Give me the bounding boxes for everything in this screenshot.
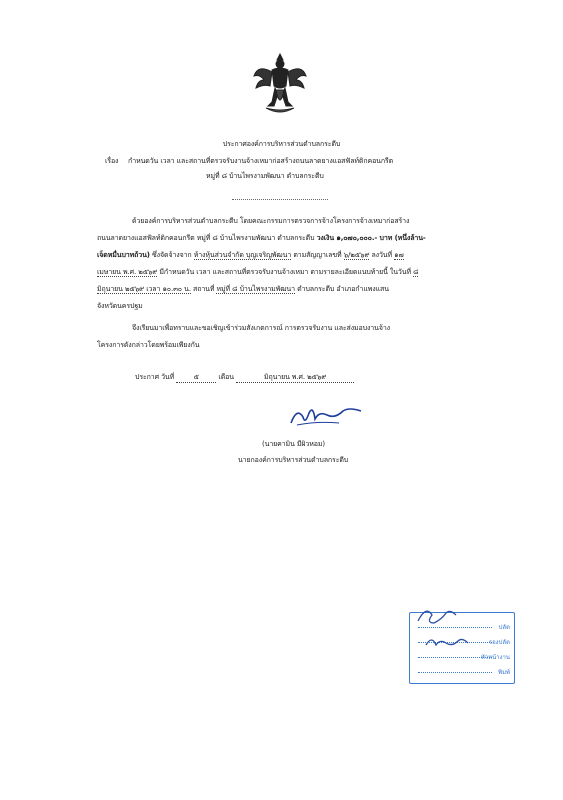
stamp-row-1: ปลัด [498,624,510,631]
announce-date-line [135,372,354,383]
p1-line-4 [97,267,418,277]
announce-month-year: มิถุนายน พ.ศ. ๒๕๖๙ [236,372,354,383]
announcement-title: ประกาศองค์การบริหารส่วนตำบลกระตีบ [222,140,341,148]
inspection-schedule-text: มีกำหนดวัน เวลา และสถานที่ตรวจรับงานจ้างเหมา ตามรายละเอียดแนบท้ายนี้ ในวันที่ [157,268,414,276]
location-label: สถานที่ [190,285,217,293]
contract-amount: วงเงิน ๑,๐๗๐,๐๐๐.- บาท (หนึ่งล้าน- [316,234,426,242]
p1-line-2-text: ถนนลาดยางแอสฟัลท์ติกคอนกรีต หมู่ที่ ๘ บ้านไพรงามพัฒนา ตำบลกระตีบ [97,234,317,242]
signatory-position: นายกองค์การบริหารส่วนตำบลกระตีบ [238,456,349,464]
inspection-day: ๘ [413,268,419,276]
header-separator [232,199,328,200]
contract-number: ๖/๒๕๖๙ [343,251,370,259]
garuda-emblem [250,50,310,122]
p2-line-1: จึงเรียนมาเพื่อทราบและขอเชิญเข้าร่วมสังเกตการณ์ การตรวจรับงาน และส่งมอบงานจ้าง [132,324,390,332]
announce-date-label: ประกาศ วันที่ [135,373,175,381]
p1-line-2 [97,233,426,243]
p1-line-6: จังหวัดนครปฐม [97,302,143,310]
p1-line-3 [97,250,404,260]
subject-label: เรื่อง [105,157,119,165]
subject-line-1: กำหนดวัน เวลา และสถานที่ตรวจรับงานจ้างเหมาก่อสร้างถนนลาดยางแอสฟัลท์ติกคอนกรีต [128,157,394,165]
signatory-name: (นายคามิน มีผิวหอม) [262,440,325,448]
inspection-date-time: มิถุนายน ๒๕๖๙ เวลา ๑๐.๓๐ น. [97,285,191,293]
stamp-row-3: หัวหน้างาน [480,654,510,661]
contract-no-label: ตามสัญญาเลขที่ [291,251,344,259]
announce-day: ๕ [176,372,216,383]
p1-line-1: ด้วยองค์การบริหารส่วนตำบลกระตีบ โดยคณะกรรมการตรวจการจ้างโครงการจ้างเหมาก่อสร้าง [132,217,410,225]
district-text: ตำบลกระตีบ อำเภอกำแพงแสน [294,285,389,293]
contract-date-label: ลงวันที่ [369,251,395,259]
subject-line-2: หมู่ที่ ๘ บ้านไพรงามพัฒนา ตำบลกระตีบ [206,172,324,180]
stamp-row-2: รองปลัด [488,639,510,646]
handwritten-signature [287,403,365,429]
contractor-name: ห้างหุ้นส่วนจำกัด บุญเจริญพัฒนา [193,251,292,259]
announce-month-label: เดือน [218,373,234,381]
p1-line-5 [97,284,389,294]
contract-day: ๑๗ [394,251,404,259]
stamp-initials [412,605,492,675]
amount-in-words: เจ็ดหมื่นบาทถ้วน) [97,251,150,259]
hired-from-label: ซึ่งจัดจ้างจาก [149,251,194,259]
approval-stamp [409,612,515,684]
inspection-location: หมู่ที่ ๘ บ้านไพรงามพัฒนา [216,285,295,293]
contract-month-year: เมษายน พ.ศ. ๒๕๖๙ [97,268,158,276]
p2-line-2: โครงการดังกล่าวโดยพร้อมเพียงกัน [97,341,200,349]
stamp-row-4: พิมพ์ [498,669,510,676]
